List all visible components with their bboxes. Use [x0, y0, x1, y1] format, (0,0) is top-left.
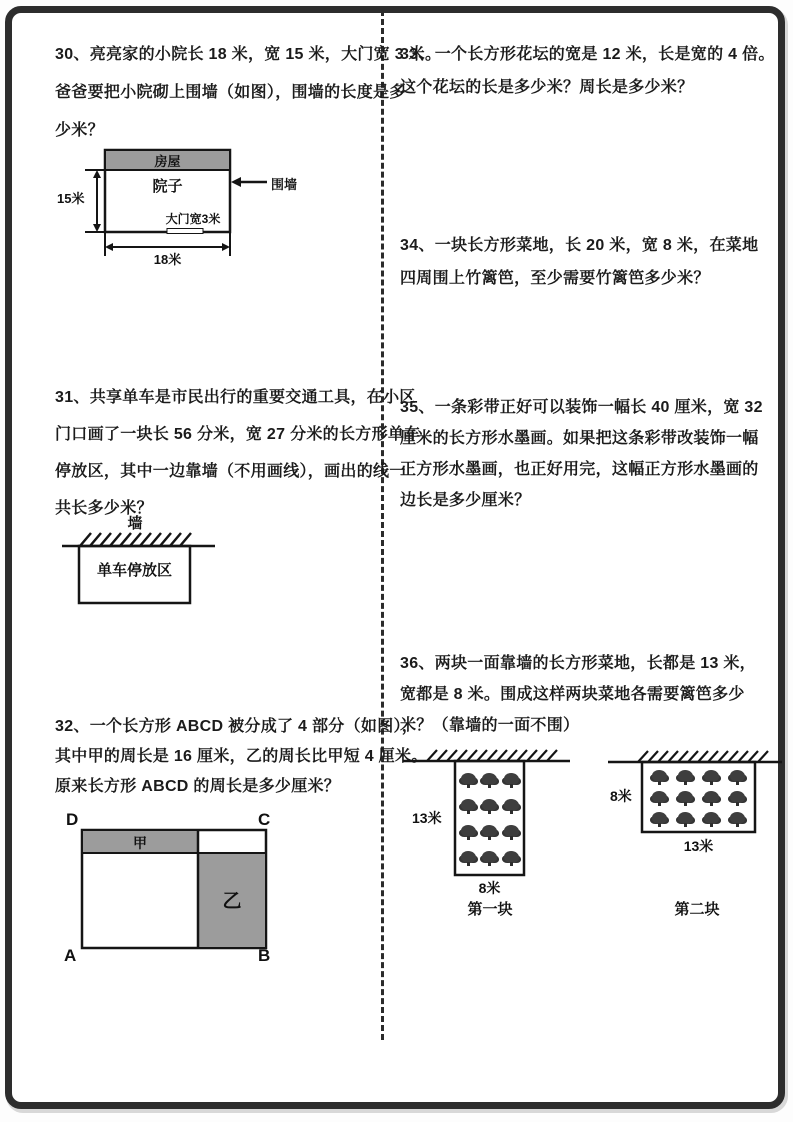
- problem-31-line: 31、共享单车是市民出行的重要交通工具，在小区: [55, 389, 416, 406]
- problem-36: [400, 648, 762, 741]
- plant-icon: [678, 812, 693, 824]
- problem-36-line: 米？（靠墙的一面不围）: [400, 717, 580, 734]
- plant-icon: [461, 851, 476, 863]
- problem-30: [55, 36, 442, 150]
- corner-a-label: A: [64, 946, 77, 965]
- problem-33-line: 33、一个长方形花坛的宽是 12 米，长是宽的 4 倍。: [400, 46, 775, 63]
- wall-label: 墙: [127, 515, 143, 532]
- problem-31-line: 门口画了一块长 56 分米，宽 27 分米的长方形单车: [55, 426, 421, 443]
- corner-c-label: C: [258, 810, 271, 829]
- problem-30-line: 30、亮亮家的小院长 18 米，宽 15 米，大门宽 3 米。: [55, 46, 442, 63]
- problem-33: [400, 38, 775, 104]
- bike-parking-diagram: [58, 512, 278, 607]
- plant-icon: [461, 799, 476, 811]
- problem-32: [55, 712, 428, 802]
- plant-icon: [461, 773, 476, 785]
- plant-icon: [652, 791, 667, 803]
- plant-grid: [646, 766, 751, 828]
- plant-icon: [704, 770, 719, 782]
- problem-35-line: 边长是多少厘米？: [400, 492, 531, 509]
- problem-35-line: 厘米的长方形水墨画。如果把这条彩带改装饰一幅: [400, 430, 759, 447]
- plant-icon: [504, 825, 519, 837]
- region-yi-label: 乙: [222, 891, 242, 912]
- house-label: 房屋: [154, 154, 181, 169]
- plot-2-bottom-label: 13米: [683, 838, 714, 854]
- problem-32-line: 其中甲的周长是 16 厘米，乙的周长比甲短 4 厘米。: [55, 748, 428, 765]
- plot-1-bottom-label: 8米: [478, 880, 501, 896]
- plant-icon: [482, 773, 497, 785]
- plant-icon: [730, 812, 745, 824]
- vegetable-plot-2-diagram: [600, 748, 793, 918]
- rectangle-abcd-diagram: [60, 808, 300, 968]
- problem-34-line: 34、一块长方形菜地，长 20 米，宽 8 米，在菜地: [400, 237, 759, 254]
- plant-icon: [504, 851, 519, 863]
- problem-30-line: 少米？: [55, 122, 104, 139]
- wall-label: 围墙: [271, 177, 298, 192]
- plant-grid: [458, 766, 522, 870]
- wall-hatching: [638, 751, 768, 762]
- problem-35-line: 35、一条彩带正好可以装饰一幅长 40 厘米，宽 32: [400, 399, 763, 416]
- plant-icon: [704, 812, 719, 824]
- plant-icon: [652, 770, 667, 782]
- plant-icon: [678, 791, 693, 803]
- problem-32-line: 原来长方形 ABCD 的周长是多少厘米？: [55, 778, 341, 795]
- plant-icon: [652, 812, 667, 824]
- plant-icon: [482, 825, 497, 837]
- plot-1-side-label: 13米: [412, 810, 442, 826]
- problem-31-line: 共长多少米？: [55, 500, 153, 517]
- gate-width-label: 大门宽3米: [165, 212, 221, 226]
- problem-31-line: 停放区，其中一边靠墙（不用画线），画出的线一: [55, 463, 406, 480]
- plant-icon: [504, 799, 519, 811]
- courtyard-diagram: [55, 148, 355, 268]
- gate-gap: [167, 229, 203, 234]
- wall-hatching: [80, 533, 191, 546]
- plant-icon: [704, 791, 719, 803]
- plot-2-side-label: 8米: [610, 788, 632, 804]
- plant-icon: [504, 773, 519, 785]
- problem-30-line: 爸爸要把小院砌上围墙（如图），围墙的长度是多: [55, 84, 406, 101]
- problem-35-line: 正方形水墨画，也正好用完，这幅正方形水墨画的: [400, 461, 759, 478]
- problem-36-line: 宽都是 8 米。围成这样两块菜地各需要篱笆多少: [400, 686, 745, 703]
- plant-icon: [730, 770, 745, 782]
- height-dim-label: 15米: [57, 191, 85, 206]
- problem-32-line: 32、一个长方形 ABCD 被分成了 4 部分（如图），: [55, 718, 419, 735]
- plant-icon: [678, 770, 693, 782]
- corner-b-label: B: [258, 946, 271, 965]
- region-jia-label: 甲: [133, 835, 147, 851]
- vegetable-plot-1-diagram: [400, 748, 585, 918]
- problem-33-line: 这个花坛的长是多少米？周长是多少米？: [400, 79, 694, 96]
- corner-d-label: D: [66, 810, 79, 829]
- plot-1-caption: 第一块: [467, 901, 513, 918]
- plant-icon: [461, 825, 476, 837]
- parking-area-label: 单车停放区: [96, 562, 172, 579]
- problem-31: [55, 379, 421, 527]
- plant-icon: [482, 851, 497, 863]
- problem-36-line: 36、两块一面靠墙的长方形菜地，长都是 13 米，: [400, 655, 756, 672]
- plot-2-caption: 第二块: [674, 901, 720, 918]
- plant-icon: [730, 791, 745, 803]
- yard-label: 院子: [152, 178, 183, 195]
- problem-34: [400, 229, 762, 295]
- plant-icon: [482, 799, 497, 811]
- width-dim-label: 18米: [153, 252, 182, 267]
- wall-hatching: [427, 750, 557, 761]
- problem-35: [400, 392, 762, 516]
- problem-34-line: 四周围上竹篱笆，至少需要竹篱笆多少米？: [400, 270, 710, 287]
